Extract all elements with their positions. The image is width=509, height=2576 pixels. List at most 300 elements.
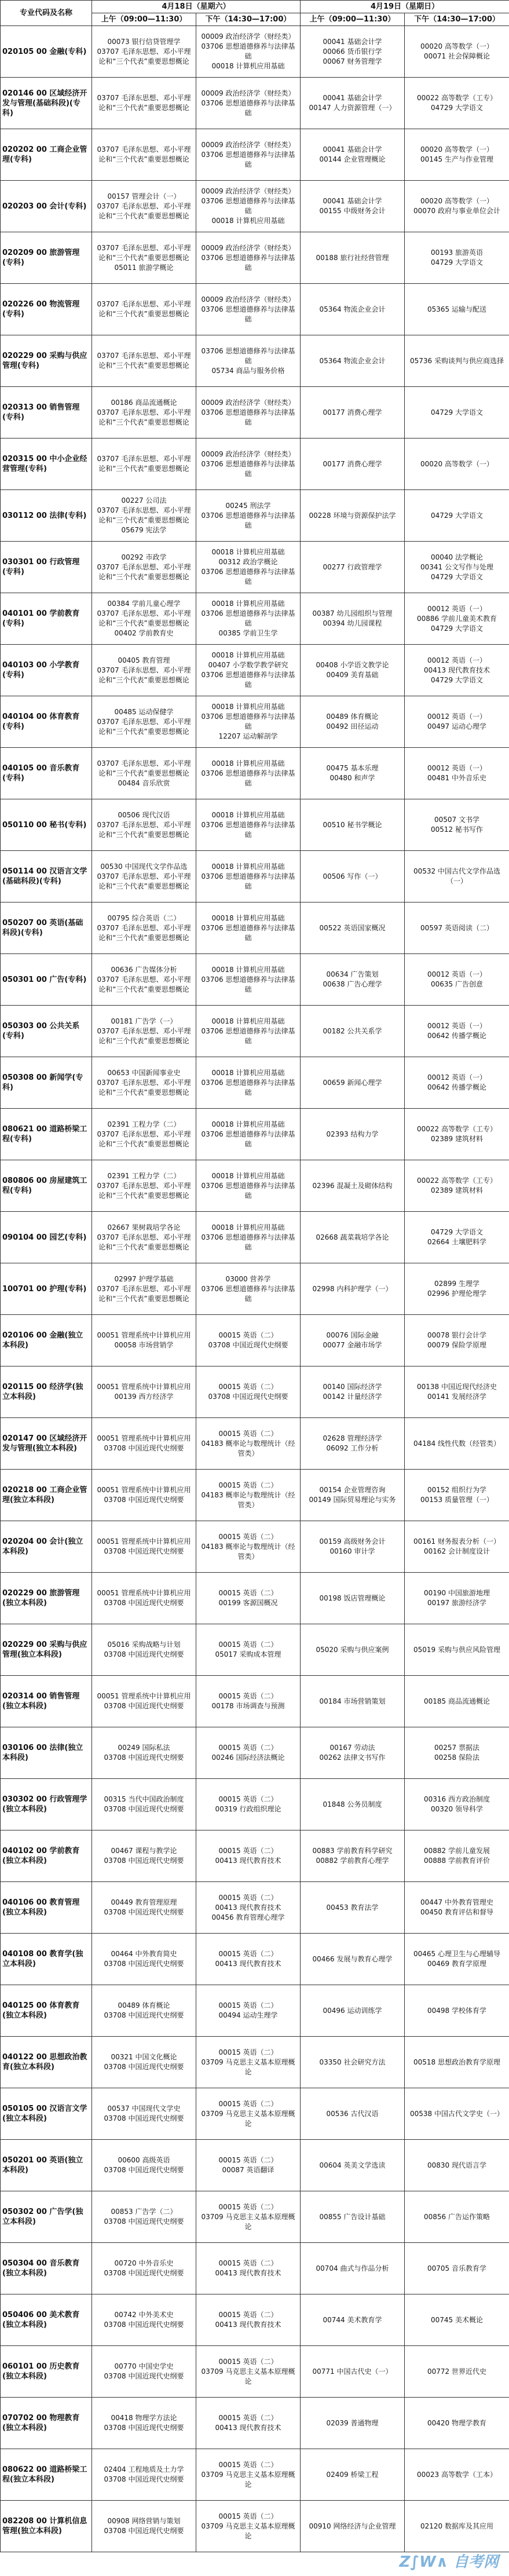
exam-slot-cell: 00009 政治经济学（财经类） 03706 思想道德修养与法律基础 bbox=[196, 78, 301, 129]
table-row bbox=[1, 1160, 509, 1212]
exam-slot-cell: 00636 广告媒体分析 03707 毛泽东思想、邓小平理论和“三个代表”重要思想概论 bbox=[92, 954, 196, 1006]
exam-slot-cell: 00023 高等数学（工本） bbox=[405, 2449, 509, 2501]
exam-slot-cell: 00193 旅游英语 04729 大学语文 bbox=[405, 232, 509, 284]
exam-slot-cell: 00883 学前教育科学研究 00882 学前教育心理学 bbox=[301, 1830, 405, 1882]
table-row bbox=[1, 1934, 509, 1985]
table-row bbox=[1, 1006, 509, 1057]
exam-slot-cell: 00449 教育管理原理 03708 中国近现代史纲要 bbox=[92, 1882, 196, 1934]
exam-slot-cell: 00012 英语（一） 00481 中外音乐史 bbox=[405, 748, 509, 799]
exam-slot-cell: 00316 西方政治制度 00320 领导科学 bbox=[405, 1779, 509, 1830]
table-row bbox=[1, 439, 509, 490]
exam-slot-cell: 00910 网络经济与企业管理 bbox=[301, 2501, 405, 2552]
exam-slot-cell: 00009 政治经济学（财经类） 03706 思想道德修养与法律基础 bbox=[196, 129, 301, 181]
exam-slot-cell: 05019 采购与供应风险管理 bbox=[405, 1624, 509, 1676]
exam-slot-cell: 00018 计算机应用基础 00407 小学数学教学研究 03706 思想道德修养与法律基础 bbox=[196, 645, 301, 696]
exam-slot-cell: 00040 法学概论 00341 公文写作与处理 04729 大学语文 bbox=[405, 542, 509, 593]
table-row bbox=[1, 954, 509, 1006]
slot-header: 下午（14:30—17:00） bbox=[405, 13, 509, 26]
exam-slot-cell: 00009 政治经济学（财经类） 03706 思想道德修养与法律基础 bbox=[196, 387, 301, 439]
exam-slot-cell: 00138 中国近现代经济史 00141 发展经济学 bbox=[405, 1366, 509, 1418]
date-header-day1: 4月18日（星期六） bbox=[92, 1, 301, 13]
exam-slot-cell: 00022 高等数学（工专） 02389 建筑材料 bbox=[405, 1109, 509, 1160]
exam-slot-cell: 00015 英语（二） 00494 运动生理学 bbox=[196, 1985, 301, 2037]
table-row bbox=[1, 2346, 509, 2398]
exam-slot-cell: 00152 组织行为学 00153 质量管理（一） bbox=[405, 1470, 509, 1521]
exam-slot-cell: 00745 美术概论 bbox=[405, 2294, 509, 2346]
exam-slot-cell: 00659 新闻心理学 bbox=[301, 1057, 405, 1109]
exam-slot-cell: 03706 思想道德修养与法律基础 05734 商品与服务价格 bbox=[196, 335, 301, 387]
major-name-cell: 050201 00 英语(独立本科段) bbox=[1, 2140, 92, 2191]
table-row bbox=[1, 232, 509, 284]
exam-slot-cell: 00078 银行会计学 00079 保险学原理 bbox=[405, 1315, 509, 1366]
table-row bbox=[1, 1109, 509, 1160]
exam-slot-cell: 05736 采购谈判与供应商选择 bbox=[405, 335, 509, 387]
table-row bbox=[1, 1263, 509, 1315]
table-row bbox=[1, 1315, 509, 1366]
table-row bbox=[1, 1727, 509, 1779]
exam-slot-cell: 00051 管理系统中计算机应用 03708 中国近现代史纲要 bbox=[92, 1418, 196, 1470]
exam-slot-cell: 00536 古代汉语 bbox=[301, 2088, 405, 2140]
major-name-cell: 100701 00 护理(专科) bbox=[1, 1263, 92, 1315]
exam-slot-cell: 05365 运输与配送 bbox=[405, 284, 509, 335]
exam-table-body bbox=[1, 26, 509, 2552]
table-row bbox=[1, 2037, 509, 2088]
exam-slot-cell: 00159 高级财务会计 00160 审计学 bbox=[301, 1521, 405, 1573]
exam-slot-cell: 00530 中国现代文学作品选 03707 毛泽东思想、邓小平理论和“三个代表”重要思想概论 bbox=[92, 851, 196, 902]
table-row bbox=[1, 1676, 509, 1727]
exam-slot-cell: 00489 体育概论 03708 中国近现代史纲要 bbox=[92, 1985, 196, 2037]
exam-slot-cell: 00532 中国古代文学作品选（一） bbox=[405, 851, 509, 902]
table-row bbox=[1, 1521, 509, 1573]
exam-slot-cell: 00015 英语（二） 00413 现代教育技术 bbox=[196, 2294, 301, 2346]
exam-slot-cell: 02391 工程力学（二） 03707 毛泽东思想、邓小平理论和“三个代表”重要思想概论 bbox=[92, 1160, 196, 1212]
exam-slot-cell: 00022 高等数学（工专） 04729 大学语文 bbox=[405, 78, 509, 129]
exam-slot-cell: 03707 毛泽东思想、邓小平理论和“三个代表”重要思想概论 bbox=[92, 129, 196, 181]
exam-slot-cell: 03707 毛泽东思想、邓小平理论和“三个代表”重要思想概论 bbox=[92, 78, 196, 129]
exam-slot-cell: 00012 英语（一） 00497 运动心理学 bbox=[405, 696, 509, 748]
table-row bbox=[1, 2243, 509, 2294]
exam-slot-cell: 00257 票据法 00258 保险法 bbox=[405, 1727, 509, 1779]
exam-slot-cell: 03707 毛泽东思想、邓小平理论和“三个代表”重要思想概论 05011 旅游学概论 bbox=[92, 232, 196, 284]
exam-slot-cell: 00190 中国旅游地理 00197 旅游经济学 bbox=[405, 1573, 509, 1624]
exam-slot-cell: 00051 管理系统中计算机应用 03708 中国近现代史纲要 bbox=[92, 1573, 196, 1624]
exam-slot-cell: 03707 毛泽东思想、邓小平理论和“三个代表”重要思想概论 bbox=[92, 335, 196, 387]
exam-slot-cell: 03707 毛泽东思想、邓小平理论和“三个代表”重要思想概论 bbox=[92, 284, 196, 335]
exam-slot-cell: 00418 物理学方法论 03708 中国近现代史纲要 bbox=[92, 2398, 196, 2449]
exam-slot-cell: 00466 发展与教育心理学 bbox=[301, 1934, 405, 1985]
table-row bbox=[1, 2140, 509, 2191]
exam-slot-cell: 00041 基础会计学 00066 货币银行学 00067 财务管理学 bbox=[301, 26, 405, 78]
table-row bbox=[1, 490, 509, 542]
major-name-cell: 020218 00 工商企业管理(独立本科段) bbox=[1, 1470, 92, 1521]
exam-slot-cell: 00041 基础会计学 00147 人力资源管理（一） bbox=[301, 78, 405, 129]
major-name-cell: 040105 00 音乐教育(专科) bbox=[1, 748, 92, 799]
table-row bbox=[1, 1418, 509, 1470]
table-row bbox=[1, 1470, 509, 1521]
exam-slot-cell: 00015 英语（二） 00087 英语翻译 bbox=[196, 2140, 301, 2191]
exam-slot-cell: 02668 蔬菜栽培学各论 bbox=[301, 1212, 405, 1263]
exam-slot-cell: 00018 计算机应用基础 03706 思想道德修养与法律基础 12207 运动解剖学 bbox=[196, 696, 301, 748]
exam-slot-cell: 02391 工程力学（二） 03707 毛泽东思想、邓小平理论和“三个代表”重要思想概论 bbox=[92, 1109, 196, 1160]
exam-slot-cell: 00653 中国新闻事业史 03707 毛泽东思想、邓小平理论和“三个代表”重要思想概论 bbox=[92, 1057, 196, 1109]
exam-slot-cell: 00742 中外美术史 03708 中国近现代史纲要 bbox=[92, 2294, 196, 2346]
major-name-cell: 082208 00 计算机信息管理(独立本科段) bbox=[1, 2501, 92, 2552]
exam-slot-cell: 00744 美术教育学 bbox=[301, 2294, 405, 2346]
exam-slot-cell: 00518 思想政治教育学原理 bbox=[405, 2037, 509, 2088]
table-row bbox=[1, 284, 509, 335]
exam-slot-cell: 00770 中国史学史 03708 中国近现代史纲要 bbox=[92, 2346, 196, 2398]
table-row bbox=[1, 851, 509, 902]
exam-slot-cell: 00720 中外音乐史 03708 中国近现代史纲要 bbox=[92, 2243, 196, 2294]
exam-slot-cell: 05364 物流企业会计 bbox=[301, 335, 405, 387]
exam-slot-cell: 00771 中国古代史（一） bbox=[301, 2346, 405, 2398]
exam-slot-cell: 00015 英语（二） 00413 现代教育技术 bbox=[196, 2243, 301, 2294]
exam-slot-cell: 00908 网络营销与策划 03708 中国近现代史纲要 bbox=[92, 2501, 196, 2552]
exam-slot-cell: 00009 政治经济学（财经类） 03706 思想道德修养与法律基础 bbox=[196, 232, 301, 284]
exam-slot-cell: 00634 广告策划 00638 广告心理学 bbox=[301, 954, 405, 1006]
exam-slot-cell: 00012 英语（一） 00642 传播学概论 bbox=[405, 1006, 509, 1057]
exam-slot-cell: 00015 英语（二） 03709 马克思主义基本原理概论 bbox=[196, 2088, 301, 2140]
exam-slot-cell: 00015 英语（二） 00178 市场调查与预测 bbox=[196, 1676, 301, 1727]
exam-slot-cell: 00022 高等数学（工专） 02389 建筑材料 bbox=[405, 1160, 509, 1212]
major-name-cell: 050308 00 新闻学(专科) bbox=[1, 1057, 92, 1109]
exam-slot-cell: 00321 中国文化概论 03708 中国近现代史纲要 bbox=[92, 2037, 196, 2088]
exam-slot-cell: 05364 物流企业会计 bbox=[301, 284, 405, 335]
major-name-cell: 070702 00 物理教育(独立本科段) bbox=[1, 2398, 92, 2449]
exam-slot-cell: 00018 计算机应用基础 03706 思想道德修养与法律基础 bbox=[196, 1212, 301, 1263]
exam-slot-cell: 00020 高等数学（一） 00070 政府与事业单位会计 bbox=[405, 181, 509, 232]
exam-slot-cell: 00154 企业管理咨询 00149 国际贸易理论与实务 bbox=[301, 1470, 405, 1521]
major-name-cell: 020229 00 旅游管理(独立本科段) bbox=[1, 1573, 92, 1624]
major-name-cell: 020105 00 金融(专科) bbox=[1, 26, 92, 78]
exam-slot-cell: 00018 计算机应用基础 00312 政治学概论 03706 思想道德修养与法律基础 bbox=[196, 542, 301, 593]
exam-slot-cell: 00018 计算机应用基础 03706 思想道德修养与法律基础 bbox=[196, 748, 301, 799]
exam-slot-cell: 00489 体育概论 00492 田径运动 bbox=[301, 696, 405, 748]
exam-slot-cell: 03350 社会研究方法 bbox=[301, 2037, 405, 2088]
table-row bbox=[1, 78, 509, 129]
table-row bbox=[1, 2191, 509, 2243]
major-name-cell: 020315 00 中小企业经营管理(专科) bbox=[1, 439, 92, 490]
major-name-cell: 050110 00 秘书(专科) bbox=[1, 799, 92, 851]
exam-slot-cell: 01848 公务员制度 bbox=[301, 1779, 405, 1830]
major-name-cell: 050105 00 汉语言文学(独立本科段) bbox=[1, 2088, 92, 2140]
major-name-cell: 020147 00 区域经济开发与管理(独立本科段) bbox=[1, 1418, 92, 1470]
exam-slot-cell: 00856 广告运作策略 bbox=[405, 2191, 509, 2243]
table-row bbox=[1, 1573, 509, 1624]
table-row bbox=[1, 1882, 509, 1934]
exam-slot-cell: 03000 营养学 03706 思想道德修养与法律基础 bbox=[196, 1263, 301, 1315]
exam-slot-cell: 00015 英语（二） 00413 现代教育技术 bbox=[196, 1934, 301, 1985]
exam-slot-cell: 00408 小学语文教学论 00409 美育基础 bbox=[301, 645, 405, 696]
major-name-cell: 040101 00 学前教育(专科) bbox=[1, 593, 92, 645]
exam-slot-cell: 00772 世界近代史 bbox=[405, 2346, 509, 2398]
major-name-cell: 040102 00 学前教育(独立本科段) bbox=[1, 1830, 92, 1882]
exam-slot-cell: 04729 大学语文 bbox=[405, 387, 509, 439]
exam-slot-cell: 00475 基本乐理 00480 和声学 bbox=[301, 748, 405, 799]
exam-slot-cell: 00015 英语（二） 03708 中国近现代史纲要 bbox=[196, 1366, 301, 1418]
major-name-cell: 020229 00 采购与供应管理(独立本科段) bbox=[1, 1624, 92, 1676]
exam-slot-cell: 05016 采购战略与计划 03708 中国近现代史纲要 bbox=[92, 1624, 196, 1676]
exam-slot-cell: 00384 学前儿童心理学 03707 毛泽东思想、邓小平理论和“三个代表”重要思想概论 00402 学前教育史 bbox=[92, 593, 196, 645]
exam-slot-cell: 00015 英语（二） 00199 客源国概况 bbox=[196, 1573, 301, 1624]
exam-slot-cell: 02997 护理学基础 03707 毛泽东思想、邓小平理论和“三个代表”重要思想概论 bbox=[92, 1263, 196, 1315]
exam-slot-cell: 00018 计算机应用基础 03706 思想道德修养与法律基础 bbox=[196, 1006, 301, 1057]
table-row bbox=[1, 2449, 509, 2501]
exam-slot-cell: 04729 大学语文 bbox=[405, 490, 509, 542]
exam-slot-cell: 00018 计算机应用基础 03706 思想道德修养与法律基础 bbox=[196, 902, 301, 954]
exam-slot-cell: 02409 桥梁工程 bbox=[301, 2449, 405, 2501]
exam-slot-cell: 03707 毛泽东思想、邓小平理论和“三个代表”重要思想概论 00484 音乐欣赏 bbox=[92, 748, 196, 799]
major-name-cell: 020146 00 区域经济开发与管理(基础科段)(专科) bbox=[1, 78, 92, 129]
exam-slot-cell: 00015 英语（二） 04183 概率论与数理统计（经管类） bbox=[196, 1521, 301, 1573]
exam-slot-cell: 00537 中国现代文学史 03708 中国近现代史纲要 bbox=[92, 2088, 196, 2140]
table-row bbox=[1, 696, 509, 748]
exam-slot-cell: 02899 生理学 02996 护理伦理学 bbox=[405, 1263, 509, 1315]
exam-slot-cell: 03707 毛泽东思想、邓小平理论和“三个代表”重要思想概论 bbox=[92, 439, 196, 490]
major-column-header: 专业代码及名称 bbox=[1, 1, 92, 26]
exam-slot-cell: 00051 管理系统中计算机应用 03708 中国近现代史纲要 bbox=[92, 1676, 196, 1727]
exam-slot-cell: 00015 英语（二） 03708 中国近现代史纲要 bbox=[196, 1315, 301, 1366]
exam-slot-cell: 00015 英语（二） 03709 马克思主义基本原理概论 bbox=[196, 2449, 301, 2501]
table-row bbox=[1, 2088, 509, 2140]
major-name-cell: 080622 00 道路桥梁工程(独立本科段) bbox=[1, 2449, 92, 2501]
exam-slot-cell: 00604 英美文学选读 bbox=[301, 2140, 405, 2191]
slot-header: 上午（09:00—11:30） bbox=[92, 13, 196, 26]
exam-slot-cell: 00012 英语（一） 00886 学前儿童美术教育 04729 大学语文 bbox=[405, 593, 509, 645]
major-name-cell: 050406 00 美术教育(独立本科段) bbox=[1, 2294, 92, 2346]
exam-slot-cell: 00522 英语国家概况 bbox=[301, 902, 405, 954]
exam-slot-cell: 00245 刑法学 03706 思想道德修养与法律基础 bbox=[196, 490, 301, 542]
exam-slot-cell: 00167 劳动法 00262 法律文书写作 bbox=[301, 1727, 405, 1779]
exam-slot-cell: 00882 学前儿童发展 00888 学前教育评价 bbox=[405, 1830, 509, 1882]
table-row bbox=[1, 542, 509, 593]
table-row bbox=[1, 1779, 509, 1830]
major-name-cell: 040103 00 小学教育(专科) bbox=[1, 645, 92, 696]
table-row bbox=[1, 2294, 509, 2346]
major-name-cell: 040122 00 思想政治教育(独立本科段) bbox=[1, 2037, 92, 2088]
exam-slot-cell: 00009 政治经济学（财经类） 03706 思想道德修养与法律基础 00018 计算机应用基础 bbox=[196, 26, 301, 78]
major-name-cell: 020229 00 采购与供应管理(专科) bbox=[1, 335, 92, 387]
exam-slot-cell: 00051 管理系统中计算机应用 03708 中国近现代史纲要 bbox=[92, 1470, 196, 1521]
exam-slot-cell: 00405 教育管理 03707 毛泽东思想、邓小平理论和“三个代表”重要思想概论 bbox=[92, 645, 196, 696]
exam-slot-cell: 00292 市政学 03707 毛泽东思想、邓小平理论和“三个代表”重要思想概论 bbox=[92, 542, 196, 593]
exam-slot-cell: 00018 计算机应用基础 03706 思想道德修养与法律基础 bbox=[196, 1160, 301, 1212]
site-watermark: Z∫W∧ 自考网 bbox=[399, 2553, 499, 2571]
exam-slot-cell: 00015 英语（二） 03709 马克思主义基本原理概论 bbox=[196, 2191, 301, 2243]
exam-slot-cell: 00182 公共关系学 bbox=[301, 1006, 405, 1057]
exam-slot-cell: 05020 采购与供应案例 bbox=[301, 1624, 405, 1676]
major-name-cell: 020202 00 工商企业管理(专科) bbox=[1, 129, 92, 181]
exam-slot-cell: 00020 高等数学（一） bbox=[405, 439, 509, 490]
exam-slot-cell: 00015 英语（二） 04183 概率论与数理统计（经管类） bbox=[196, 1470, 301, 1521]
exam-slot-cell: 00447 中外教育管理史 00450 教育评估和督导 bbox=[405, 1882, 509, 1934]
table-row bbox=[1, 26, 509, 78]
exam-slot-cell: 00249 国际私法 03708 中国近现代史纲要 bbox=[92, 1727, 196, 1779]
exam-slot-cell: 00465 心理卫生与心理辅导 00469 教育学原理 bbox=[405, 1934, 509, 1985]
exam-slot-cell: 00018 计算机应用基础 03706 思想道德修养与法律基础 00385 学前卫生学 bbox=[196, 593, 301, 645]
exam-slot-cell: 00015 英语（二） 04183 概率论与数理统计（经管类） bbox=[196, 1418, 301, 1470]
major-name-cell: 020314 00 销售管理(独立本科段) bbox=[1, 1676, 92, 1727]
exam-slot-cell: 00496 运动训练学 bbox=[301, 1985, 405, 2037]
major-name-cell: 060101 00 历史教育(独立本科段) bbox=[1, 2346, 92, 2398]
exam-slot-cell: 00597 英语阅读（二） bbox=[405, 902, 509, 954]
major-name-cell: 050207 00 英语(基础科段)(专科) bbox=[1, 902, 92, 954]
exam-slot-cell: 00009 政治经济学（财经类） 03706 思想道德修养与法律基础 bbox=[196, 439, 301, 490]
exam-slot-cell: 00018 计算机应用基础 03706 思想道德修养与法律基础 bbox=[196, 954, 301, 1006]
exam-slot-cell: 00387 幼儿园组织与管理 00394 幼儿园课程 bbox=[301, 593, 405, 645]
exam-slot-cell: 00018 计算机应用基础 03706 思想道德修养与法律基础 bbox=[196, 1109, 301, 1160]
exam-slot-cell: 00420 物理学教育 bbox=[405, 2398, 509, 2449]
exam-slot-cell: 02039 普通物理 bbox=[301, 2398, 405, 2449]
exam-slot-cell: 02667 果树栽培学各论 03707 毛泽东思想、邓小平理论和“三个代表”重要思想概论 bbox=[92, 1212, 196, 1263]
exam-slot-cell: 00018 计算机应用基础 03706 思想道德修养与法律基础 bbox=[196, 1057, 301, 1109]
major-name-cell: 050304 00 音乐教育(独立本科段) bbox=[1, 2243, 92, 2294]
major-name-cell: 040106 00 教育管理(独立本科段) bbox=[1, 1882, 92, 1934]
exam-slot-cell: 00015 英语（二） 00319 行政组织理论 bbox=[196, 1779, 301, 1830]
table-row bbox=[1, 1624, 509, 1676]
major-name-cell: 020106 00 金融(独立本科段) bbox=[1, 1315, 92, 1366]
table-row bbox=[1, 799, 509, 851]
exam-slot-cell: 04729 大学语文 02664 土壤肥料学 bbox=[405, 1212, 509, 1263]
table-row bbox=[1, 902, 509, 954]
exam-slot-cell: 00186 商品流通概论 03707 毛泽东思想、邓小平理论和“三个代表”重要思想概论 bbox=[92, 387, 196, 439]
exam-slot-cell: 00012 英语（一） 00635 广告创意 bbox=[405, 954, 509, 1006]
exam-slot-cell: 00853 广告学（二） 03708 中国近现代史纲要 bbox=[92, 2191, 196, 2243]
exam-slot-cell: 00041 基础会计学 00144 企业管理概论 bbox=[301, 129, 405, 181]
exam-slot-cell: 00140 国际经济学 00142 计量经济学 bbox=[301, 1366, 405, 1418]
date-header-day2: 4月19日（星期日） bbox=[301, 1, 509, 13]
exam-slot-cell: 00015 英语（二） 00413 现代教育技术 bbox=[196, 2398, 301, 2449]
major-name-cell: 050301 00 广告(专科) bbox=[1, 954, 92, 1006]
exam-slot-cell: 02404 工程地质及土力学 03708 中国近现代史纲要 bbox=[92, 2449, 196, 2501]
exam-slot-cell: 00198 饭店管理概论 bbox=[301, 1573, 405, 1624]
exam-slot-cell: 00600 高级英语 03708 中国近现代史纲要 bbox=[92, 2140, 196, 2191]
exam-slot-cell: 00157 管理会计（一） 03707 毛泽东思想、邓小平理论和“三个代表”重要思想概论 bbox=[92, 181, 196, 232]
exam-slot-cell: 00795 综合英语（二） 03707 毛泽东思想、邓小平理论和“三个代表”重要思想概论 bbox=[92, 902, 196, 954]
exam-slot-cell: 00076 国际金融 00077 金融市场学 bbox=[301, 1315, 405, 1366]
exam-slot-cell: 00177 消费心理学 bbox=[301, 387, 405, 439]
exam-slot-cell: 00498 学校体育学 bbox=[405, 1985, 509, 2037]
major-name-cell: 040125 00 体育教育(独立本科段) bbox=[1, 1985, 92, 2037]
major-name-cell: 090104 00 园艺(专科) bbox=[1, 1212, 92, 1263]
major-name-cell: 030301 00 行政管理(专科) bbox=[1, 542, 92, 593]
exam-slot-cell: 00184 市场营销策划 bbox=[301, 1676, 405, 1727]
slot-header: 下午（14:30—17:00） bbox=[196, 13, 301, 26]
table-row bbox=[1, 593, 509, 645]
exam-slot-cell: 00453 教育法学 bbox=[301, 1882, 405, 1934]
major-name-cell: 040104 00 体育教育(专科) bbox=[1, 696, 92, 748]
exam-slot-cell: 02628 管理经济学 06092 工作分析 bbox=[301, 1418, 405, 1470]
exam-slot-cell: 00015 英语（二） 05017 采购成本管理 bbox=[196, 1624, 301, 1676]
exam-slot-cell: 00009 政治经济学（财经类） 03706 思想道德修养与法律基础 00018 计算机应用基础 bbox=[196, 181, 301, 232]
table-row bbox=[1, 748, 509, 799]
major-name-cell: 050114 00 汉语言文学(基础科段)(专科) bbox=[1, 851, 92, 902]
major-name-cell: 030106 00 法律(独立本科段) bbox=[1, 1727, 92, 1779]
exam-slot-cell: 04184 线性代数（经管类） bbox=[405, 1418, 509, 1470]
exam-slot-cell: 00485 运动保健学 03707 毛泽东思想、邓小平理论和“三个代表”重要思想概论 bbox=[92, 696, 196, 748]
exam-slot-cell: 00538 中国古代文学史（一） bbox=[405, 2088, 509, 2140]
major-name-cell: 020115 00 经济学(独立本科段) bbox=[1, 1366, 92, 1418]
major-name-cell: 080621 00 道路桥梁工程(专科) bbox=[1, 1109, 92, 1160]
table-row bbox=[1, 2398, 509, 2449]
table-row bbox=[1, 645, 509, 696]
major-name-cell: 050303 00 公共关系(专科) bbox=[1, 1006, 92, 1057]
slot-header: 上午（09:00—11:30） bbox=[301, 13, 405, 26]
major-name-cell: 050302 00 广告学(独立本科段) bbox=[1, 2191, 92, 2243]
exam-slot-cell: 00188 旅行社经营管理 bbox=[301, 232, 405, 284]
table-row bbox=[1, 2501, 509, 2552]
major-name-cell: 080806 00 房屋建筑工程(专科) bbox=[1, 1160, 92, 1212]
table-row bbox=[1, 1212, 509, 1263]
major-name-cell: 030302 00 行政管理学(独立本科段) bbox=[1, 1779, 92, 1830]
exam-slot-cell: 00185 商品流通概论 bbox=[405, 1676, 509, 1727]
exam-slot-cell: 00015 英语（二） 00413 现代教育技术 00456 教育管理心理学 bbox=[196, 1882, 301, 1934]
exam-slot-cell: 02998 内科护理学（一） bbox=[301, 1263, 405, 1315]
major-name-cell: 020203 00 会计(专科) bbox=[1, 181, 92, 232]
exam-slot-cell: 00051 管理系统中计算机应用 00139 西方经济学 bbox=[92, 1366, 196, 1418]
major-name-cell: 030112 00 法律(专科) bbox=[1, 490, 92, 542]
major-name-cell: 040108 00 教育学(独立本科段) bbox=[1, 1934, 92, 1985]
table-row bbox=[1, 1366, 509, 1418]
exam-slot-cell: 00855 广告设计基础 bbox=[301, 2191, 405, 2243]
exam-slot-cell: 00705 音乐教育学 bbox=[405, 2243, 509, 2294]
major-name-cell: 020313 00 销售管理(专科) bbox=[1, 387, 92, 439]
exam-slot-cell: 00228 环境与资源保护法学 bbox=[301, 490, 405, 542]
date-header-row bbox=[1, 1, 509, 13]
exam-slot-cell: 00506 写作（一） bbox=[301, 851, 405, 902]
exam-slot-cell: 00506 现代汉语 03707 毛泽东思想、邓小平理论和“三个代表”重要思想概论 bbox=[92, 799, 196, 851]
exam-slot-cell: 00507 文书学 00512 秘书写作 bbox=[405, 799, 509, 851]
exam-slot-cell: 02393 结构力学 bbox=[301, 1109, 405, 1160]
major-name-cell: 020209 00 旅游管理(专科) bbox=[1, 232, 92, 284]
exam-slot-cell: 00704 曲式与作品分析 bbox=[301, 2243, 405, 2294]
exam-slot-cell: 00020 高等数学（一） 00071 社会保障概论 bbox=[405, 26, 509, 78]
exam-slot-cell: 00015 英语（二） 00413 现代教育技术 bbox=[196, 1830, 301, 1882]
exam-slot-cell: 00830 现代语言学 bbox=[405, 2140, 509, 2191]
exam-slot-cell: 00277 行政管理学 bbox=[301, 542, 405, 593]
table-row bbox=[1, 387, 509, 439]
exam-slot-cell: 00015 英语（二） 03709 马克思主义基本原理概论 bbox=[196, 2037, 301, 2088]
exam-slot-cell: 00051 管理系统中计算机应用 03708 中国近现代史纲要 bbox=[92, 1521, 196, 1573]
exam-slot-cell: 00012 英语（一） 00642 传播学概论 bbox=[405, 1057, 509, 1109]
exam-slot-cell: 00015 英语（二） 00246 国际经济法概论 bbox=[196, 1727, 301, 1779]
exam-slot-cell: 00227 公司法 03707 毛泽东思想、邓小平理论和“三个代表”重要思想概论 05679 宪法学 bbox=[92, 490, 196, 542]
exam-slot-cell: 00018 计算机应用基础 03706 思想道德修养与法律基础 bbox=[196, 799, 301, 851]
exam-slot-cell: 00051 管理系统中计算机应用 00058 市场营销学 bbox=[92, 1315, 196, 1366]
exam-slot-cell: 00015 英语（二） 03709 马克思主义基本原理概论 bbox=[196, 2346, 301, 2398]
exam-slot-cell: 02120 数据库及其应用 bbox=[405, 2501, 509, 2552]
table-row bbox=[1, 335, 509, 387]
exam-slot-cell: 00181 广告学（一） 03707 毛泽东思想、邓小平理论和“三个代表”重要思想概论 bbox=[92, 1006, 196, 1057]
exam-slot-cell: 00020 高等数学（一） 00145 生产与作业管理 bbox=[405, 129, 509, 181]
exam-slot-cell: 02396 混凝土及砌体结构 bbox=[301, 1160, 405, 1212]
table-row bbox=[1, 1057, 509, 1109]
exam-slot-cell: 00018 计算机应用基础 03706 思想道德修养与法律基础 bbox=[196, 851, 301, 902]
exam-slot-cell: 00464 中外教育简史 03708 中国近现代史纲要 bbox=[92, 1934, 196, 1985]
table-row bbox=[1, 129, 509, 181]
exam-slot-cell: 00041 基础会计学 00155 中级财务会计 bbox=[301, 181, 405, 232]
exam-slot-cell: 00073 银行信贷管理学 03707 毛泽东思想、邓小平理论和“三个代表”重要思想概论 bbox=[92, 26, 196, 78]
exam-slot-cell: 00161 财务报表分析（一） 00162 会计制度设计 bbox=[405, 1521, 509, 1573]
table-row bbox=[1, 181, 509, 232]
exam-slot-cell: 00177 消费心理学 bbox=[301, 439, 405, 490]
major-name-cell: 020204 00 会计(独立本科段) bbox=[1, 1521, 92, 1573]
exam-slot-cell: 00315 当代中国政治制度 03708 中国近现代史纲要 bbox=[92, 1779, 196, 1830]
exam-slot-cell: 00510 秘书学概论 bbox=[301, 799, 405, 851]
exam-slot-cell: 00015 英语（二） 03709 马克思主义基本原理概论 bbox=[196, 2501, 301, 2552]
exam-slot-cell: 00009 政治经济学（财经类） 03706 思想道德修养与法律基础 bbox=[196, 284, 301, 335]
table-row bbox=[1, 1985, 509, 2037]
